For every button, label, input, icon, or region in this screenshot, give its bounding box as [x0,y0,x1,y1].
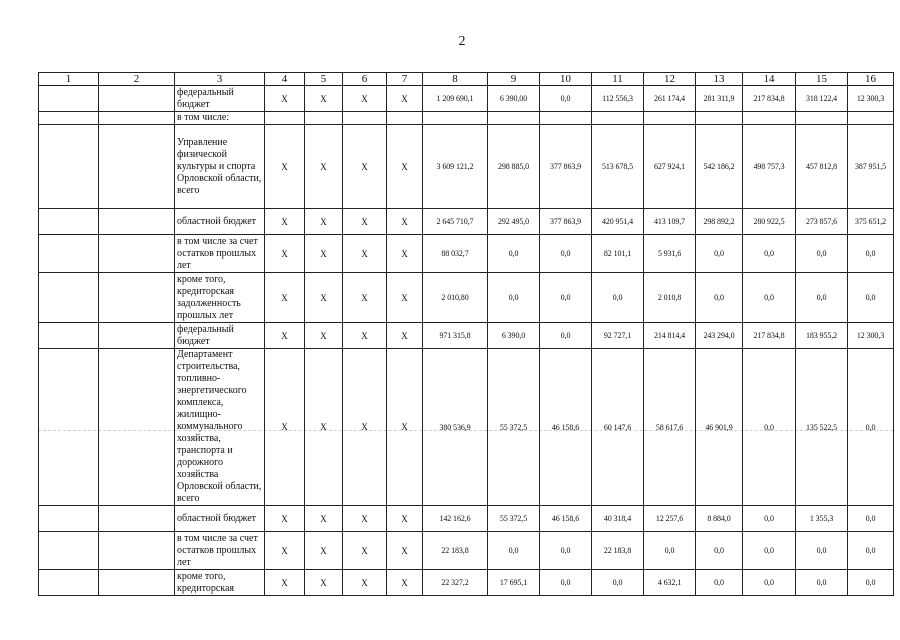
value-cell [796,112,848,125]
value-cell: 0,0 [540,323,592,349]
empty-cell [39,112,99,125]
page-number: 2 [458,34,466,49]
x-mark-cell: X [343,273,387,323]
empty-cell [39,349,99,506]
value-cell: 0,0 [796,235,848,273]
table-row [39,273,894,323]
empty-cell [99,570,175,596]
x-mark-cell: X [343,506,387,532]
value-cell: 298 892,2 [696,209,743,235]
empty-cell [99,273,175,323]
x-mark-cell: X [265,86,305,112]
column-number: 14 [743,73,796,86]
x-mark-cell: X [265,273,305,323]
empty-cell [39,506,99,532]
x-mark-cell: X [265,506,305,532]
value-cell: 420 951,4 [592,209,644,235]
empty-cell [39,235,99,273]
value-cell: 0,0 [848,570,894,596]
x-mark-cell: X [343,323,387,349]
value-cell: 377 863,9 [540,125,592,209]
table-row [39,506,894,532]
x-mark-cell: X [343,349,387,506]
x-mark-cell: X [305,349,343,506]
empty-cell [39,86,99,112]
value-cell: 292 495,0 [488,209,540,235]
x-mark-cell: X [343,570,387,596]
row-label: Департамент строительства, топливно-энергетического комплекса, жилищно-коммунального хозяйства, транспорта и дорожного хозяйства Орловской области, всего [175,349,265,506]
empty-cell [99,323,175,349]
table-row [39,86,894,112]
table-body [39,86,894,596]
x-mark-cell: X [387,506,423,532]
value-cell: 217 834,8 [743,323,796,349]
empty-cell [99,86,175,112]
column-number: 1 [39,73,99,86]
column-number: 12 [644,73,696,86]
value-cell: 46 901,9 [696,349,743,506]
value-cell: 2 645 710,7 [423,209,488,235]
x-mark-cell: X [387,323,423,349]
x-mark-cell: X [387,86,423,112]
value-cell: 0,0 [743,349,796,506]
x-mark-cell: X [265,125,305,209]
x-mark-cell: X [305,323,343,349]
x-mark-cell: X [387,209,423,235]
value-cell: 498 757,3 [743,125,796,209]
value-cell: 17 695,1 [488,570,540,596]
value-cell: 0,0 [848,349,894,506]
empty-cell [99,532,175,570]
value-cell: 22 327,2 [423,570,488,596]
value-cell: 0,0 [743,532,796,570]
value-cell: 46 158,6 [540,349,592,506]
value-cell: 0,0 [540,273,592,323]
column-number: 3 [175,73,265,86]
value-cell: 0,0 [540,235,592,273]
value-cell: 0,0 [848,235,894,273]
x-mark-cell: X [265,532,305,570]
value-cell: 0,0 [540,532,592,570]
row-label: кроме того, кредиторская [175,570,265,596]
column-number: 16 [848,73,894,86]
value-cell: 627 924,1 [644,125,696,209]
column-number: 2 [99,73,175,86]
column-number: 13 [696,73,743,86]
column-number: 4 [265,73,305,86]
x-mark-cell: X [387,125,423,209]
value-cell: 0,0 [696,570,743,596]
value-cell [423,112,488,125]
row-label: федеральный бюджет [175,86,265,112]
value-cell: 2 010,80 [423,273,488,323]
x-mark-cell [343,112,387,125]
x-mark-cell: X [305,86,343,112]
value-cell: 280 922,5 [743,209,796,235]
value-cell: 214 814,4 [644,323,696,349]
value-cell: 217 834,8 [743,86,796,112]
value-cell: 0,0 [848,506,894,532]
column-number: 7 [387,73,423,86]
value-cell: 542 186,2 [696,125,743,209]
value-cell: 3 609 121,2 [423,125,488,209]
column-number: 6 [343,73,387,86]
x-mark-cell: X [305,209,343,235]
value-cell: 0,0 [696,532,743,570]
value-cell: 298 885,0 [488,125,540,209]
value-cell: 58 617,6 [644,349,696,506]
value-cell: 112 556,3 [592,86,644,112]
value-cell: 261 174,4 [644,86,696,112]
x-mark-cell: X [343,86,387,112]
value-cell: 318 122,4 [796,86,848,112]
x-mark-cell: X [343,209,387,235]
table-row [39,112,894,125]
value-cell: 88 032,7 [423,235,488,273]
value-cell: 0,0 [848,532,894,570]
value-cell: 0,0 [592,273,644,323]
value-cell: 375 651,2 [848,209,894,235]
empty-cell [39,570,99,596]
row-label: кроме того, кредиторская задолженность прошлых лет [175,273,265,323]
value-cell: 0,0 [743,273,796,323]
value-cell: 0,0 [743,506,796,532]
value-cell: 971 315,8 [423,323,488,349]
x-mark-cell: X [387,349,423,506]
column-number: 15 [796,73,848,86]
empty-cell [39,273,99,323]
value-cell: 1 209 690,1 [423,86,488,112]
x-mark-cell [305,112,343,125]
x-mark-cell [265,112,305,125]
value-cell: 380 536,9 [423,349,488,506]
value-cell: 135 522,5 [796,349,848,506]
value-cell [540,112,592,125]
row-label: федеральный бюджет [175,323,265,349]
empty-cell [99,112,175,125]
value-cell: 377 863,9 [540,209,592,235]
value-cell: 0,0 [644,532,696,570]
value-cell: 281 311,9 [696,86,743,112]
value-cell: 142 162,6 [423,506,488,532]
column-number: 9 [488,73,540,86]
value-cell: 0,0 [743,235,796,273]
x-mark-cell: X [265,209,305,235]
x-mark-cell: X [305,506,343,532]
value-cell: 12 257,6 [644,506,696,532]
empty-cell [39,323,99,349]
empty-cell [39,532,99,570]
row-label: Управление физической культуры и спорта Орловской области, всего [175,125,265,209]
x-mark-cell: X [265,570,305,596]
x-mark-cell: X [387,273,423,323]
value-cell [743,112,796,125]
x-mark-cell [387,112,423,125]
value-cell: 55 372,5 [488,349,540,506]
value-cell [848,112,894,125]
value-cell: 387 951,5 [848,125,894,209]
x-mark-cell: X [305,532,343,570]
value-cell: 0,0 [796,570,848,596]
table-row [39,570,894,596]
table-row [39,125,894,209]
x-mark-cell: X [387,235,423,273]
value-cell [488,112,540,125]
table-row [39,209,894,235]
value-cell: 0,0 [592,570,644,596]
value-cell: 2 010,8 [644,273,696,323]
value-cell [644,112,696,125]
value-cell: 413 109,7 [644,209,696,235]
budget-table [38,72,894,596]
column-number: 10 [540,73,592,86]
value-cell: 8 884,0 [696,506,743,532]
x-mark-cell: X [343,532,387,570]
x-mark-cell: X [265,235,305,273]
value-cell: 5 931,6 [644,235,696,273]
value-cell [696,112,743,125]
value-cell: 243 294,0 [696,323,743,349]
table-row [39,532,894,570]
value-cell: 1 355,3 [796,506,848,532]
empty-cell [39,209,99,235]
column-number: 11 [592,73,644,86]
value-cell [592,112,644,125]
value-cell: 22 183,8 [423,532,488,570]
value-cell: 82 101,1 [592,235,644,273]
column-number: 8 [423,73,488,86]
empty-cell [99,235,175,273]
row-label: в том числе за счет остатков прошлых лет [175,235,265,273]
empty-cell [99,209,175,235]
x-mark-cell: X [305,125,343,209]
table-row [39,323,894,349]
x-mark-cell: X [305,273,343,323]
column-number-row [39,73,894,86]
x-mark-cell: X [265,349,305,506]
x-mark-cell: X [305,235,343,273]
value-cell: 12 300,3 [848,86,894,112]
value-cell: 12 300,3 [848,323,894,349]
value-cell: 6 390,00 [488,86,540,112]
value-cell: 0,0 [796,273,848,323]
row-label: областной бюджет [175,209,265,235]
value-cell: 6 390,0 [488,323,540,349]
value-cell: 92 727,1 [592,323,644,349]
value-cell: 0,0 [488,273,540,323]
value-cell: 513 678,5 [592,125,644,209]
x-mark-cell: X [387,532,423,570]
value-cell: 0,0 [743,570,796,596]
value-cell: 0,0 [796,532,848,570]
table-row [39,349,894,506]
value-cell: 4 632,1 [644,570,696,596]
row-label: в том числе: [175,112,265,125]
value-cell: 0,0 [540,570,592,596]
value-cell: 60 147,6 [592,349,644,506]
value-cell: 55 372,5 [488,506,540,532]
value-cell: 0,0 [848,273,894,323]
value-cell: 0,0 [696,273,743,323]
table-row [39,235,894,273]
column-number: 5 [305,73,343,86]
empty-cell [99,506,175,532]
value-cell: 46 158,6 [540,506,592,532]
x-mark-cell: X [387,570,423,596]
value-cell: 0,0 [540,86,592,112]
value-cell: 183 955,2 [796,323,848,349]
value-cell: 457 812,8 [796,125,848,209]
x-mark-cell: X [265,323,305,349]
x-mark-cell: X [305,570,343,596]
row-label: в том числе за счет остатков прошлых лет [175,532,265,570]
value-cell: 0,0 [488,532,540,570]
value-cell: 0,0 [488,235,540,273]
row-label: областной бюджет [175,506,265,532]
value-cell: 0,0 [696,235,743,273]
empty-cell [99,125,175,209]
value-cell: 273 857,6 [796,209,848,235]
value-cell: 22 183,8 [592,532,644,570]
empty-cell [99,349,175,506]
empty-cell [39,125,99,209]
x-mark-cell: X [343,235,387,273]
value-cell: 40 318,4 [592,506,644,532]
x-mark-cell: X [343,125,387,209]
